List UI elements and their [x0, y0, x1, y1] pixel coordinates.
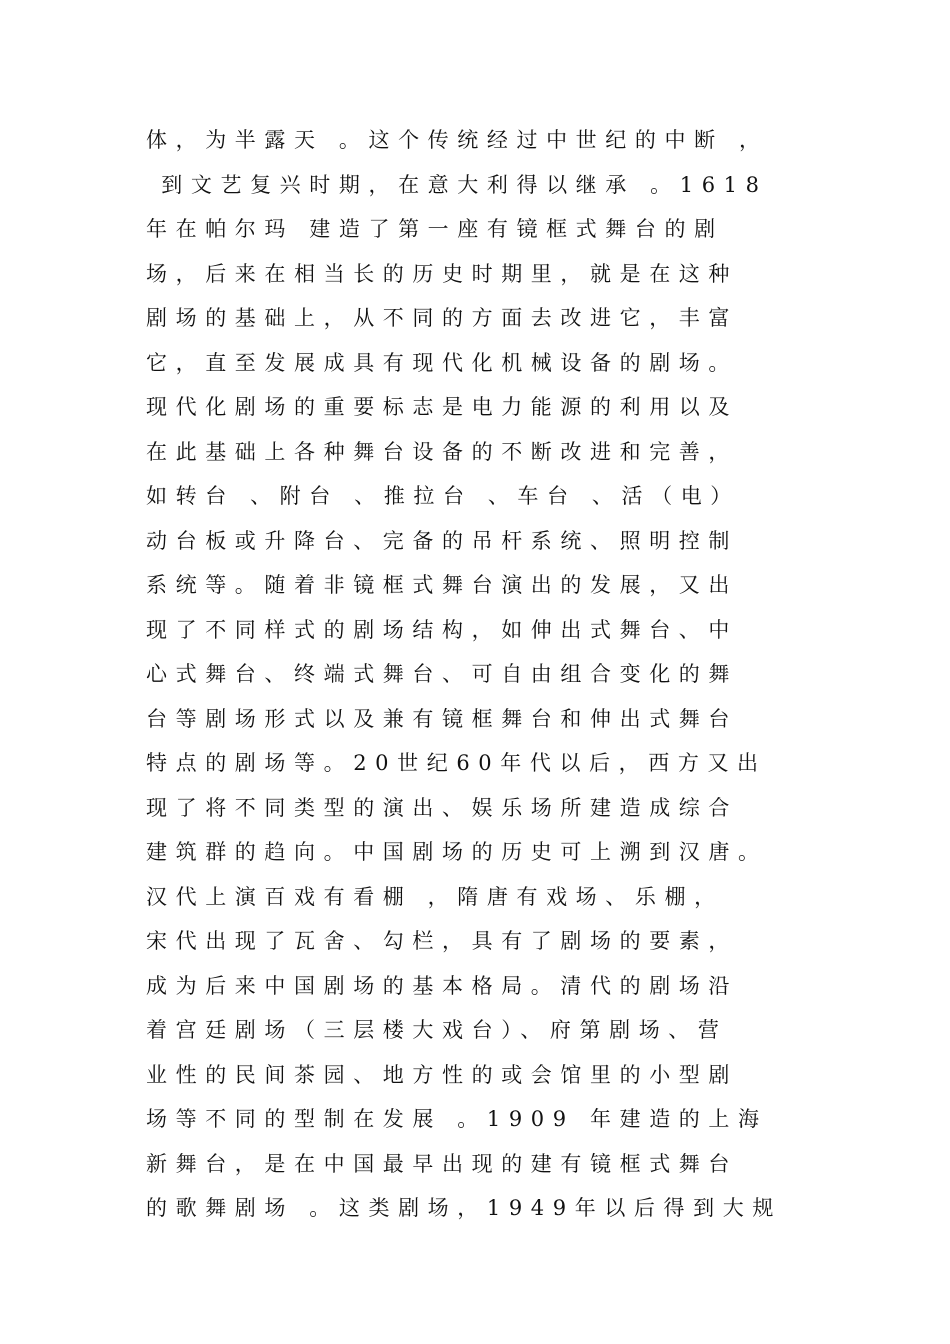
text-line: 着宫廷剧场（三层楼大戏台）、府第剧场、营 [146, 1018, 728, 1042]
text-line: 剧场的基础上，从不同的方面去改进它，丰富 [146, 306, 738, 330]
text-line: 汉代上演百戏有看棚 ，隋唐有戏场、乐棚， [146, 884, 724, 909]
text-line: 到文艺复兴时期，在意大利得以继承 。1618 [146, 172, 768, 197]
text-line: 现代化剧场的重要标志是电力能源的利用以及 [146, 395, 738, 419]
text-line: 心式舞台、终端式舞台、可自由组合变化的舞 [146, 662, 738, 686]
text-line: 场等不同的型制在发展 。1909 年建造的上海 [146, 1107, 768, 1131]
text-line: 场，后来在相当长的历史时期里，就是在这种 [146, 261, 738, 286]
text-line: 现了不同样式的剧场结构，如伸出式舞台、中 [146, 617, 738, 642]
text-line: 成为后来中国剧场的基本格局。清代的剧场沿 [146, 973, 738, 998]
text-line: 建筑群的趋向。中国剧场的历史可上溯到汉唐。 [146, 840, 768, 864]
text-line: 业性的民间茶园、地方性的或会馆里的小型剧 [146, 1062, 738, 1087]
text-line: 台等剧场形式以及兼有镜框舞台和伸出式舞台 [146, 706, 738, 731]
text-line: 体，为半露天 。这个传统经过中世纪的中断 ， [146, 128, 769, 152]
text-line: 特点的剧场等。20世纪60年代以后，西方又出 [146, 751, 767, 775]
text-line: 它，直至发展成具有现代化机械设备的剧场。 [146, 350, 738, 375]
text-line: 现了将不同类型的演出、娱乐场所建造成综合 [146, 795, 738, 820]
text-line: 新舞台，是在中国最早出现的建有镜框式舞台 [146, 1151, 738, 1176]
text-line: 在此基础上各种舞台设备的不断改进和完善， [146, 439, 738, 464]
text-line: 如转台 、附台 、推拉台 、车台 、活（电） [146, 484, 740, 508]
text-line: 年在帕尔玛 建造了第一座有镜框式舞台的剧 [146, 217, 724, 241]
text-line: 系统等。随着非镜框式舞台演出的发展，又出 [146, 573, 738, 597]
text-line: 动台板或升降台、完备的吊杆系统、照明控制 [146, 528, 738, 553]
text-line: 的歌舞剧场 。这类剧场，1949年以后得到大规 [146, 1196, 782, 1220]
text-line: 宋代出现了瓦舍、勾栏，具有了剧场的要素， [146, 929, 738, 953]
body-text [146, 122, 818, 1235]
